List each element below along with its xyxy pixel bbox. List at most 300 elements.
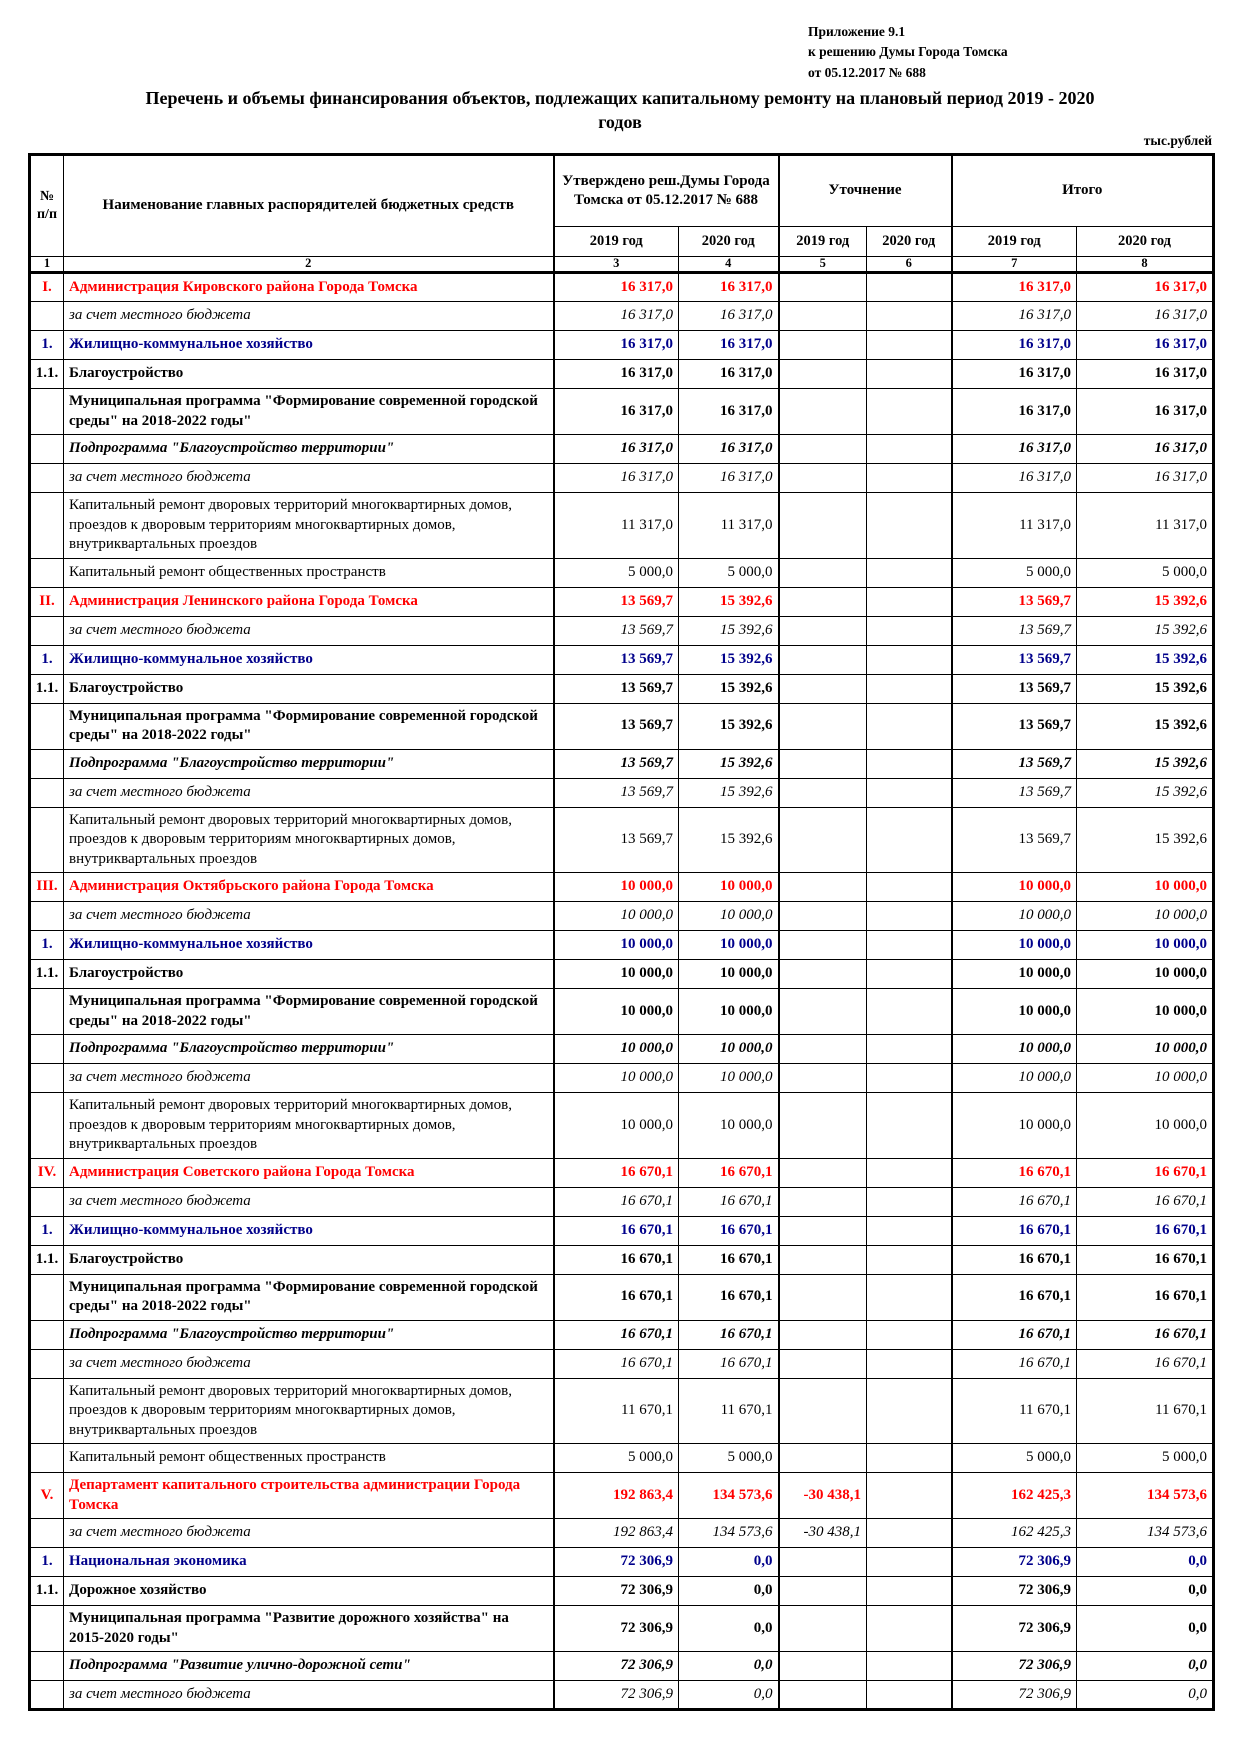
value-cell: 72 306,9 — [554, 1606, 679, 1652]
value-cell — [867, 1035, 952, 1064]
value-cell — [779, 493, 867, 559]
value-cell — [867, 902, 952, 931]
value-cell: 13 569,7 — [952, 749, 1077, 778]
row-number-cell: 1. — [30, 1548, 64, 1577]
row-label-cell: Администрация Октябрьского района Города Томска — [64, 873, 554, 902]
value-cell — [867, 389, 952, 435]
value-cell: 11 670,1 — [1077, 1378, 1214, 1444]
value-cell: 134 573,6 — [679, 1473, 779, 1519]
value-cell: 0,0 — [1077, 1577, 1214, 1606]
value-cell: 72 306,9 — [554, 1652, 679, 1681]
value-cell — [867, 464, 952, 493]
header-group-row — [30, 155, 1214, 227]
value-cell — [779, 1577, 867, 1606]
value-cell: 16 670,1 — [1077, 1349, 1214, 1378]
header-year-total-2020: 2020 год — [1077, 227, 1214, 257]
value-cell — [779, 360, 867, 389]
row-number-cell: V. — [30, 1473, 64, 1519]
value-cell — [867, 1187, 952, 1216]
value-cell: 10 000,0 — [1077, 931, 1214, 960]
value-cell: 11 670,1 — [679, 1378, 779, 1444]
value-cell — [867, 703, 952, 749]
value-cell: 13 569,7 — [952, 645, 1077, 674]
value-cell: 5 000,0 — [679, 558, 779, 587]
value-cell: 72 306,9 — [554, 1577, 679, 1606]
value-cell: 16 317,0 — [679, 360, 779, 389]
row-number-cell — [30, 1606, 64, 1652]
table-row — [30, 1035, 1214, 1064]
row-number-cell — [30, 807, 64, 873]
value-cell: 16 670,1 — [1077, 1158, 1214, 1187]
row-label-cell: Подпрограмма "Благоустройство территории" — [64, 435, 554, 464]
row-label-cell: Жилищно-коммунальное хозяйство — [64, 1216, 554, 1245]
value-cell: 192 863,4 — [554, 1473, 679, 1519]
value-cell: 0,0 — [679, 1606, 779, 1652]
value-cell: 16 670,1 — [1077, 1216, 1214, 1245]
value-cell: 16 317,0 — [952, 435, 1077, 464]
value-cell: 16 317,0 — [554, 389, 679, 435]
row-number-cell: I. — [30, 273, 64, 302]
row-number-cell — [30, 558, 64, 587]
row-number-cell — [30, 302, 64, 331]
row-label-cell: Подпрограмма "Благоустройство территории" — [64, 1035, 554, 1064]
row-number-cell: III. — [30, 873, 64, 902]
value-cell: 5 000,0 — [1077, 1444, 1214, 1473]
value-cell: 0,0 — [1077, 1652, 1214, 1681]
value-cell: 134 573,6 — [1077, 1473, 1214, 1519]
value-cell: 15 392,6 — [1077, 645, 1214, 674]
value-cell: 16 317,0 — [1077, 360, 1214, 389]
value-cell — [779, 302, 867, 331]
row-label-cell: за счет местного бюджета — [64, 902, 554, 931]
table-row — [30, 931, 1214, 960]
value-cell — [867, 960, 952, 989]
value-cell: 16 670,1 — [679, 1187, 779, 1216]
value-cell — [779, 331, 867, 360]
value-cell: 16 670,1 — [1077, 1245, 1214, 1274]
value-cell — [779, 435, 867, 464]
value-cell: 15 392,6 — [1077, 749, 1214, 778]
value-cell — [867, 749, 952, 778]
value-cell: 10 000,0 — [554, 1064, 679, 1093]
value-cell: 15 392,6 — [679, 645, 779, 674]
value-cell: 16 670,1 — [554, 1158, 679, 1187]
value-cell: 16 670,1 — [554, 1274, 679, 1320]
value-cell: 16 317,0 — [1077, 389, 1214, 435]
row-label-cell: Капитальный ремонт дворовых территорий многоквартирных домов, проездов к дворовым территориям многоквартирных домов, внутриквартальных проездов — [64, 1378, 554, 1444]
value-cell — [867, 989, 952, 1035]
row-number-cell — [30, 1320, 64, 1349]
row-label-cell: Капитальный ремонт дворовых территорий многоквартирных домов, проездов к дворовым территориям многоквартирных домов, внутриквартальных проездов — [64, 493, 554, 559]
value-cell — [779, 273, 867, 302]
row-label-cell: Департамент капитального строительства администрации Города Томска — [64, 1473, 554, 1519]
table-row — [30, 1349, 1214, 1378]
value-cell — [779, 1158, 867, 1187]
value-cell: 16 317,0 — [1077, 331, 1214, 360]
value-cell — [779, 1035, 867, 1064]
units-label: тыс.рублей — [1143, 133, 1212, 148]
value-cell — [779, 1444, 867, 1473]
table-row — [30, 1158, 1214, 1187]
value-cell: 10 000,0 — [1077, 1035, 1214, 1064]
value-cell — [867, 1577, 952, 1606]
row-label-cell: за счет местного бюджета — [64, 464, 554, 493]
value-cell: 16 317,0 — [952, 464, 1077, 493]
table-row — [30, 645, 1214, 674]
value-cell — [779, 902, 867, 931]
value-cell — [779, 1093, 867, 1159]
table-row — [30, 616, 1214, 645]
value-cell: -30 438,1 — [779, 1473, 867, 1519]
row-number-cell — [30, 1093, 64, 1159]
column-index-cell: 2 — [64, 257, 554, 273]
value-cell — [779, 645, 867, 674]
column-index-cell: 3 — [554, 257, 679, 273]
table-row — [30, 703, 1214, 749]
value-cell: 16 670,1 — [679, 1216, 779, 1245]
table-row — [30, 960, 1214, 989]
value-cell: 16 670,1 — [1077, 1274, 1214, 1320]
value-cell: 10 000,0 — [1077, 873, 1214, 902]
column-index-cell: 5 — [779, 257, 867, 273]
value-cell: 13 569,7 — [952, 616, 1077, 645]
value-cell: 13 569,7 — [952, 703, 1077, 749]
value-cell: 16 670,1 — [679, 1320, 779, 1349]
value-cell: 192 863,4 — [554, 1519, 679, 1548]
table-header — [30, 155, 1214, 273]
value-cell: 15 392,6 — [679, 749, 779, 778]
header-group-adjustment: Уточнение — [779, 155, 952, 227]
row-label-cell: Муниципальная программа "Формирование современной городской среды" на 2018-2022 годы" — [64, 989, 554, 1035]
value-cell — [867, 435, 952, 464]
value-cell — [867, 1444, 952, 1473]
value-cell: 16 670,1 — [679, 1349, 779, 1378]
value-cell — [779, 703, 867, 749]
row-number-cell — [30, 1444, 64, 1473]
value-cell: 13 569,7 — [554, 703, 679, 749]
value-cell: 10 000,0 — [679, 960, 779, 989]
row-number-cell — [30, 1274, 64, 1320]
value-cell — [867, 587, 952, 616]
value-cell — [867, 1519, 952, 1548]
value-cell — [867, 273, 952, 302]
table-row — [30, 273, 1214, 302]
value-cell: 134 573,6 — [679, 1519, 779, 1548]
value-cell: 16 670,1 — [554, 1320, 679, 1349]
value-cell — [867, 1158, 952, 1187]
value-cell: 72 306,9 — [952, 1606, 1077, 1652]
value-cell: 16 670,1 — [554, 1187, 679, 1216]
column-index-cell: 4 — [679, 257, 779, 273]
value-cell: 11 317,0 — [554, 493, 679, 559]
row-number-cell: 1.1. — [30, 960, 64, 989]
value-cell: 16 670,1 — [952, 1245, 1077, 1274]
value-cell: 10 000,0 — [952, 1093, 1077, 1159]
value-cell — [867, 302, 952, 331]
table-row — [30, 1681, 1214, 1710]
row-number-cell: 1. — [30, 1216, 64, 1245]
value-cell — [867, 873, 952, 902]
value-cell: 16 317,0 — [952, 331, 1077, 360]
value-cell: 16 317,0 — [554, 464, 679, 493]
row-label-cell: за счет местного бюджета — [64, 302, 554, 331]
table-row — [30, 1652, 1214, 1681]
row-number-cell — [30, 389, 64, 435]
value-cell — [867, 1652, 952, 1681]
row-number-cell — [30, 902, 64, 931]
value-cell: 72 306,9 — [952, 1681, 1077, 1710]
value-cell — [779, 558, 867, 587]
row-label-cell: Администрация Советского района Города Томска — [64, 1158, 554, 1187]
value-cell — [779, 807, 867, 873]
value-cell: 16 317,0 — [952, 273, 1077, 302]
value-cell: 10 000,0 — [952, 1035, 1077, 1064]
value-cell: 16 670,1 — [679, 1245, 779, 1274]
row-label-cell: Администрация Ленинского района Города Томска — [64, 587, 554, 616]
row-label-cell: Муниципальная программа "Формирование современной городской среды" на 2018-2022 годы" — [64, 703, 554, 749]
row-number-cell: II. — [30, 587, 64, 616]
table-row — [30, 1473, 1214, 1519]
value-cell — [867, 493, 952, 559]
row-number-cell — [30, 464, 64, 493]
table-row — [30, 558, 1214, 587]
table-row — [30, 1216, 1214, 1245]
row-label-cell: Подпрограмма "Развитие улично-дорожной сети" — [64, 1652, 554, 1681]
value-cell: 13 569,7 — [952, 778, 1077, 807]
table-row — [30, 1187, 1214, 1216]
row-number-cell: 1. — [30, 645, 64, 674]
header-name-column: Наименование главных распорядителей бюджетных средств — [64, 155, 554, 257]
header-year-approved-2019: 2019 год — [554, 227, 679, 257]
table-row — [30, 302, 1214, 331]
value-cell — [867, 645, 952, 674]
row-number-cell: 1. — [30, 331, 64, 360]
column-index-row — [30, 257, 1214, 273]
value-cell: 13 569,7 — [952, 807, 1077, 873]
value-cell: 10 000,0 — [679, 931, 779, 960]
value-cell: 15 392,6 — [1077, 703, 1214, 749]
value-cell — [867, 360, 952, 389]
table-row — [30, 778, 1214, 807]
column-index-cell: 6 — [867, 257, 952, 273]
value-cell: 10 000,0 — [679, 1064, 779, 1093]
value-cell — [867, 1064, 952, 1093]
value-cell: 15 392,6 — [679, 616, 779, 645]
table-row — [30, 807, 1214, 873]
table-row — [30, 1378, 1214, 1444]
table-row — [30, 1245, 1214, 1274]
table-row — [30, 493, 1214, 559]
value-cell: 10 000,0 — [1077, 1064, 1214, 1093]
value-cell: 10 000,0 — [1077, 1093, 1214, 1159]
row-number-cell — [30, 435, 64, 464]
value-cell: 16 317,0 — [1077, 302, 1214, 331]
row-number-cell — [30, 1187, 64, 1216]
value-cell: 16 670,1 — [952, 1187, 1077, 1216]
value-cell: 16 670,1 — [952, 1349, 1077, 1378]
row-number-cell — [30, 1519, 64, 1548]
value-cell: 15 392,6 — [1077, 616, 1214, 645]
value-cell: 13 569,7 — [554, 674, 679, 703]
value-cell: 10 000,0 — [554, 989, 679, 1035]
value-cell — [779, 1378, 867, 1444]
page-title — [40, 86, 1200, 135]
value-cell — [867, 1606, 952, 1652]
value-cell — [779, 1187, 867, 1216]
value-cell: 16 317,0 — [952, 360, 1077, 389]
value-cell: 10 000,0 — [952, 960, 1077, 989]
column-index-cell: 8 — [1077, 257, 1214, 273]
value-cell: 11 670,1 — [554, 1378, 679, 1444]
value-cell — [779, 1681, 867, 1710]
value-cell — [779, 674, 867, 703]
value-cell: 10 000,0 — [679, 902, 779, 931]
row-label-cell: Подпрограмма "Благоустройство территории" — [64, 749, 554, 778]
value-cell — [779, 1245, 867, 1274]
row-label-cell: Капитальный ремонт общественных пространств — [64, 558, 554, 587]
value-cell: 10 000,0 — [952, 1064, 1077, 1093]
table-row — [30, 1577, 1214, 1606]
value-cell: 10 000,0 — [952, 931, 1077, 960]
value-cell: 15 392,6 — [679, 587, 779, 616]
annotation-line-2: к решению Думы Города Томска — [808, 44, 1008, 60]
row-number-cell — [30, 1652, 64, 1681]
value-cell — [867, 1349, 952, 1378]
value-cell: 10 000,0 — [554, 931, 679, 960]
value-cell: 15 392,6 — [1077, 674, 1214, 703]
value-cell — [779, 1606, 867, 1652]
value-cell: 16 317,0 — [1077, 273, 1214, 302]
value-cell — [779, 960, 867, 989]
value-cell: 13 569,7 — [554, 616, 679, 645]
column-index-cell: 1 — [30, 257, 64, 273]
value-cell: 16 317,0 — [952, 302, 1077, 331]
value-cell: 0,0 — [679, 1652, 779, 1681]
financing-table — [28, 153, 1215, 1711]
annotation-line-3: от 05.12.2017 № 688 — [808, 64, 926, 80]
value-cell: 16 670,1 — [679, 1274, 779, 1320]
annotation-line-1: Приложение 9.1 — [808, 24, 906, 39]
row-label-cell: за счет местного бюджета — [64, 1681, 554, 1710]
value-cell — [867, 778, 952, 807]
value-cell: 16 670,1 — [1077, 1320, 1214, 1349]
row-label-cell: Администрация Кировского района Города Томска — [64, 273, 554, 302]
value-cell: 10 000,0 — [679, 989, 779, 1035]
value-cell: 10 000,0 — [679, 1035, 779, 1064]
table-row — [30, 1444, 1214, 1473]
value-cell: 134 573,6 — [1077, 1519, 1214, 1548]
table-row — [30, 435, 1214, 464]
value-cell: 16 317,0 — [679, 464, 779, 493]
value-cell — [779, 1349, 867, 1378]
value-cell: 10 000,0 — [554, 1093, 679, 1159]
value-cell — [779, 1216, 867, 1245]
page-title-line-2: годов — [598, 112, 642, 133]
header-number-column: № п/п — [30, 155, 64, 257]
row-label-cell: за счет местного бюджета — [64, 778, 554, 807]
table-body — [30, 273, 1214, 1710]
table-row — [30, 902, 1214, 931]
value-cell: 10 000,0 — [952, 902, 1077, 931]
row-label-cell: Жилищно-коммунальное хозяйство — [64, 645, 554, 674]
row-label-cell: за счет местного бюджета — [64, 1064, 554, 1093]
value-cell: 72 306,9 — [952, 1652, 1077, 1681]
row-label-cell: Благоустройство — [64, 360, 554, 389]
header-year-total-2019: 2019 год — [952, 227, 1077, 257]
table-row — [30, 1064, 1214, 1093]
value-cell: 5 000,0 — [554, 1444, 679, 1473]
value-cell: 13 569,7 — [554, 587, 679, 616]
value-cell: 0,0 — [1077, 1606, 1214, 1652]
row-number-cell: IV. — [30, 1158, 64, 1187]
row-number-cell — [30, 1378, 64, 1444]
value-cell: 0,0 — [679, 1681, 779, 1710]
table-row — [30, 1519, 1214, 1548]
value-cell: 13 569,7 — [952, 674, 1077, 703]
value-cell — [867, 1093, 952, 1159]
value-cell: 72 306,9 — [952, 1548, 1077, 1577]
column-index-cell: 7 — [952, 257, 1077, 273]
value-cell: 162 425,3 — [952, 1473, 1077, 1519]
value-cell: 10 000,0 — [952, 873, 1077, 902]
row-label-cell: Подпрограмма "Благоустройство территории" — [64, 1320, 554, 1349]
value-cell — [867, 558, 952, 587]
value-cell: 11 317,0 — [1077, 493, 1214, 559]
value-cell: -30 438,1 — [779, 1519, 867, 1548]
value-cell: 10 000,0 — [679, 1093, 779, 1159]
value-cell — [867, 1320, 952, 1349]
value-cell — [867, 1548, 952, 1577]
row-number-cell: 1.1. — [30, 360, 64, 389]
value-cell: 16 317,0 — [554, 302, 679, 331]
value-cell — [779, 1064, 867, 1093]
row-label-cell: Капитальный ремонт общественных пространств — [64, 1444, 554, 1473]
row-number-cell — [30, 616, 64, 645]
value-cell — [779, 1652, 867, 1681]
value-cell: 16 670,1 — [554, 1245, 679, 1274]
value-cell — [779, 749, 867, 778]
table-row — [30, 587, 1214, 616]
value-cell — [867, 931, 952, 960]
row-number-cell — [30, 1681, 64, 1710]
row-label-cell: за счет местного бюджета — [64, 1187, 554, 1216]
value-cell: 11 670,1 — [952, 1378, 1077, 1444]
value-cell: 15 392,6 — [679, 778, 779, 807]
row-number-cell: 1. — [30, 931, 64, 960]
value-cell: 0,0 — [1077, 1548, 1214, 1577]
value-cell: 16 670,1 — [554, 1349, 679, 1378]
value-cell: 10 000,0 — [554, 960, 679, 989]
table-row — [30, 1274, 1214, 1320]
value-cell: 15 392,6 — [1077, 778, 1214, 807]
value-cell: 5 000,0 — [952, 558, 1077, 587]
table-row — [30, 674, 1214, 703]
row-label-cell: Муниципальная программа "Формирование современной городской среды" на 2018-2022 годы" — [64, 1274, 554, 1320]
value-cell: 10 000,0 — [554, 1035, 679, 1064]
value-cell: 10 000,0 — [679, 873, 779, 902]
value-cell: 13 569,7 — [554, 749, 679, 778]
value-cell: 16 317,0 — [679, 331, 779, 360]
table-row — [30, 1320, 1214, 1349]
row-label-cell: Национальная экономика — [64, 1548, 554, 1577]
value-cell: 162 425,3 — [952, 1519, 1077, 1548]
page-title-line-1: Перечень и объемы финансирования объектов, подлежащих капитальному ремонту на плановый период 2019 - 2020 — [145, 88, 1095, 108]
table-row — [30, 464, 1214, 493]
value-cell — [867, 807, 952, 873]
value-cell: 10 000,0 — [1077, 989, 1214, 1035]
row-label-cell: Благоустройство — [64, 1245, 554, 1274]
value-cell — [779, 616, 867, 645]
